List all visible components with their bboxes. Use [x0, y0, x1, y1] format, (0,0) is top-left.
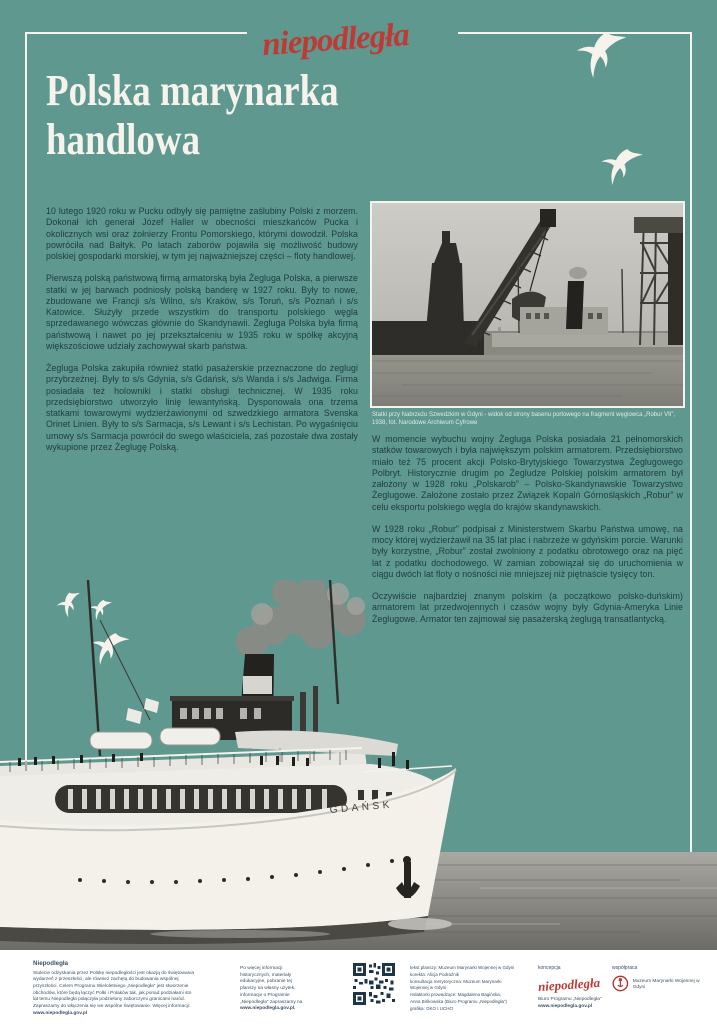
koncepcja-link: www.niepodlegla.gov.pl: [538, 1003, 593, 1009]
seagull-icon: [593, 140, 646, 193]
footer: [0, 950, 717, 1024]
credit-line: grafika: OKO I UCHO: [410, 1005, 454, 1011]
footer-info-link: www.niepodlegla.gov.pl.: [240, 1006, 296, 1012]
ship-photo-caption: s/s Gdańsk, fot. Muzeum Marynarki Wojennej: [28, 921, 154, 927]
credit-line: korekta: Alicja Podraźnik: [410, 971, 460, 977]
seagull-icon: [570, 25, 631, 86]
paragraph: W 1928 roku „Robur” podpisał z Ministerstwem Skarbu Państwa umowę, na mocy której wydzierżawił na 35 lat plac i nabrzeże w gdyńskim porcie. Warunki były korzystne, „Robur” został zwolniony z podatku obrotowego oraz na pięć lat z podatku dochodowego. W zamian zobowiązał się do uruchomienia w ciągu dwóch lat floty o nośności nie mniejszej niż piętnaście tysięcy ton.: [372, 523, 683, 579]
wspolpraca-name: Muzeum Marynarki Wojennej w Gdyni: [632, 978, 700, 991]
footer-about-more: Więcej informacji:: [152, 1004, 191, 1010]
ship-photo: [0, 580, 717, 950]
footer-about-link: www.niepodlegla.gov.pl: [33, 1010, 88, 1016]
paragraph: Żegluga Polska zakupiła również statki pasażerskie przeznaczone do żeglugi przybrzeżnej. Były to s/s Gdynia, s/s Gdańsk, s/s Wanda i s/s Jadwiga. Firma posiadała też holowniki i statki obsługi technicznej. W 1935 roku przedsiębiorstwo utworzyło linię lewantyńską. Dysponowała ona trzema statkami towarowymi wydzierżawionymi od szwedzkiego armatora Svenska Orinet Linien. Były to s/s Sarmacja, s/s Lewant i s/s Lechistan. Po wygaśnięciu umowy s/s Sarmacja powrócił do swego właściciela, zaś pozostałe dwa zostały wykupione przez Żeglugę Polską.: [46, 363, 358, 452]
niepodlegla-script-logo: niepodległa: [261, 16, 410, 64]
page-title: [46, 66, 339, 165]
title-line-1: Polska marynarka: [46, 66, 339, 115]
qr-code: [353, 963, 395, 1005]
footer-about-title: Niepodległa: [33, 960, 69, 967]
wspolpraca-label: współpraca: [612, 965, 638, 971]
credit-line: Wojennej w Gdyni: [410, 985, 447, 991]
port-photo: [370, 201, 685, 408]
koncepcja-label: koncepcja: [538, 965, 561, 971]
credit-line: tekst planszy: Muzeum Marynarki Wojennej w Gdyni: [410, 965, 515, 970]
footer-about-text: Stulecie odzyskania przez Polskę niepodległości jest okazją do świętowania wydarzeń z przeszłości, ale również zachętą do budowania wspólnej przyszłości. Celem Programu Wieloletniego „Niepodległa” jest stworzenie obchodów, które będą łączyć Polki i Polaków tak, jak ponad podziałami sto lat temu Niepodległa połączyła podzielony zaborczymi granicami naród. Zapraszamy do włączenia się we wspólne świętowanie.: [33, 970, 195, 1010]
footer-about: [33, 960, 195, 1018]
paragraph: Oczywiście najbardziej znanym polskim (a początkowo polsko-duńskim) armatorem lat przedwojennych i czasów wojny były Gdynia-Ameryka Linie Żeglugowe. Armator ten zajmował się pasażerską żeglugą transatlantycką.: [372, 591, 683, 624]
article-left-column: [46, 206, 358, 464]
paragraph: 10 lutego 1920 roku w Pucku odbyły się pamiętne zaślubiny Polski z morzem. Dokonał ich generał Józef Haller w obecności mieszkańców Pucka i okolicznych wsi oraz żołnierzy Frontu Pomorskiego, którymi dowodził. Polska powróciła nad Bałtyk. Po latach zaborów pojawiła się możliwość budowy polskiej gospodarki morskiej, w tym jej najważniejszej części – floty handlowej.: [46, 206, 358, 261]
footer-wspolpraca: [612, 965, 712, 992]
credit-line: redaktorki prowadzące: Magdalena Bagińska,: [410, 992, 502, 997]
port-photo-caption: Statki przy Nabrzeżu Szwedzkim w Gdyni - widok od strony basenu portowego na fragment węglowca „Robur VII”, 1938, fot. Narodowe Archiwum Cyfrowe: [372, 412, 676, 427]
ship-name: GDAŃSK: [329, 799, 394, 816]
footer-info-text: Po więcej informacji historycznych, materiały edukacyjne, pobranie tej planszy na własny użytek, informacje o Programie „Niepodległa” zapraszamy na: [240, 966, 303, 1005]
credit-line: konsultacja merytoryczna: Muzeum Marynarki: [410, 978, 502, 984]
koncepcja-office: Biuro Programu „Niepodległa”: [538, 997, 602, 1003]
signal-flags: [126, 698, 159, 724]
paragraph: Pierwszą polską państwową firmą armatorską była Żegluga Polska, a pierwsze statki w jej barwach podniosły polską banderę w 1927 roku. Były to nowe, zbudowane we Francji s/s Wilno, s/s Kraków, s/s Toruń, s/s Poznań i s/s Katowice. Służyły przede wszystkim do transportu polskiego węgla sprzedawanego wówczas głównie do Skandynawii. Żegluga Polska była firmą państwową i nawet po jej przekształceniu w 1935 roku w spółkę akcyjną większościowe udziały zachowywał skarb państwa.: [46, 273, 358, 351]
photo-water: [372, 348, 683, 406]
museum-logo-icon: [612, 975, 629, 992]
credit-line: Anna Bińkowska (Biuro Programu „Niepodległa”): [410, 998, 508, 1004]
title-line-2: handlowa: [46, 115, 201, 165]
frame-top-left: [25, 32, 247, 34]
footer-credits: [410, 965, 528, 1012]
paragraph: W momencie wybuchu wojny Żegluga Polska posiadała 21 pełnomorskich statków towarowych i była największym polskim armatorem. Przedsiębiorstwo miało też 75 procent akcji Polsko-Brytyjskiego Towarzystwa Żeglugowego Polbryt. Historycznie drugim po Żegludze Polskiej polskim armatorem był założony w 1928 roku „Polskarob” – Polsko-Skandynawskie Towarzystwo Żeglugowe. Założone zostało przez Związek Kopalń Górnośląskich „Robur” w celu eksportu polskiego węgla do krajów skandynawskich.: [372, 434, 683, 512]
footer-koncepcja: [538, 965, 608, 1011]
niepodlegla-script-logo: niepodległa: [537, 974, 601, 995]
footer-info: [240, 966, 308, 1013]
